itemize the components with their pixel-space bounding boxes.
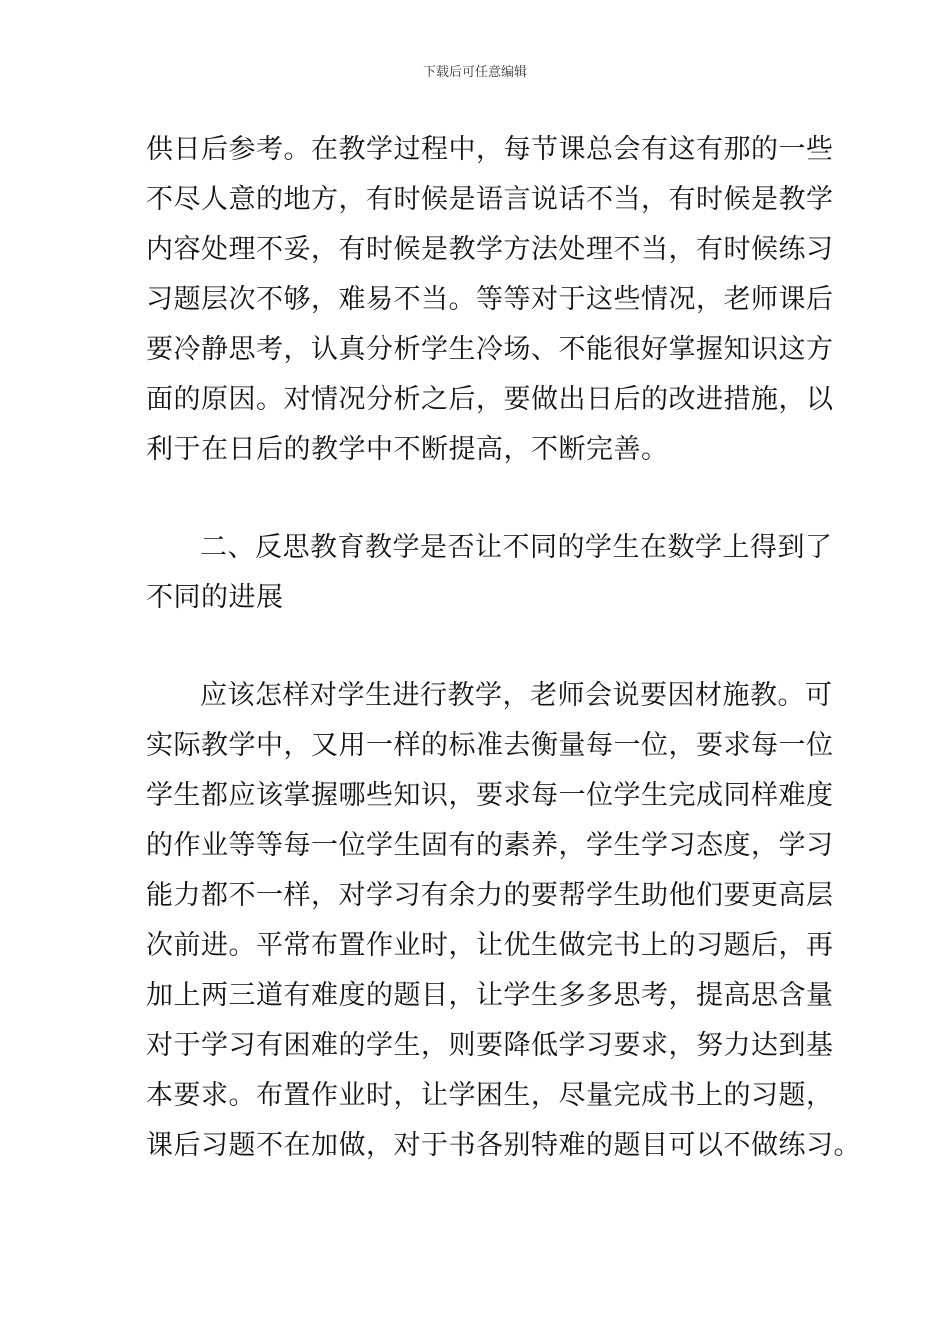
paragraph-line: 学生都应该掌握哪些知识，要求每一位学生完成同样难度 bbox=[146, 780, 834, 811]
heading-line: 不同的进展 bbox=[146, 582, 284, 613]
paragraph-line: 次前进。平常布置作业时，让优生做完书上的习题后，再 bbox=[146, 930, 834, 961]
paragraph-line: 不尽人意的地方，有时候是语言说话不当，有时候是教学 bbox=[146, 184, 834, 215]
paragraph-line: 本要求。布置作业时，让学困生，尽量完成书上的习题， bbox=[146, 1080, 834, 1111]
paragraph-line: 的作业等等每一位学生固有的素养，学生学习态度，学习 bbox=[146, 830, 834, 861]
paragraph-line: 要冷静思考，认真分析学生冷场、不能很好掌握知识这方 bbox=[146, 334, 834, 365]
paragraph-line: 面的原因。对情况分析之后，要做出日后的改进措施，以 bbox=[146, 384, 834, 415]
paragraph-line: 供日后参考。在教学过程中，每节课总会有这有那的一些 bbox=[146, 134, 834, 165]
paragraph-line: 加上两三道有难度的题目，让学生多多思考，提高思含量 bbox=[146, 980, 834, 1011]
paragraph-line: 习题层次不够，难易不当。等等对于这些情况，老师课后 bbox=[146, 284, 834, 315]
paragraph-line: 课后习题不在加做，对于书各别特难的题目可以不做练习。 bbox=[146, 1130, 861, 1161]
paragraph-line: 应该怎样对学生进行教学，老师会说要因材施教。可 bbox=[200, 680, 833, 711]
paragraph-line: 能力都不一样，对学习有余力的要帮学生助他们要更高层 bbox=[146, 880, 834, 911]
heading-line: 二、反思教育教学是否让不同的学生在数学上得到了 bbox=[200, 532, 833, 563]
paragraph-line: 实际教学中，又用一样的标准去衡量每一位，要求每一位 bbox=[146, 730, 834, 761]
paragraph-line: 内容处理不妥，有时候是教学方法处理不当，有时候练习 bbox=[146, 234, 834, 265]
page-header: 下载后可任意编辑 bbox=[422, 65, 527, 80]
paragraph-line: 利于在日后的教学中不断提高，不断完善。 bbox=[146, 434, 669, 465]
paragraph-line: 对于学习有困难的学生，则要降低学习要求，努力达到基 bbox=[146, 1030, 834, 1061]
